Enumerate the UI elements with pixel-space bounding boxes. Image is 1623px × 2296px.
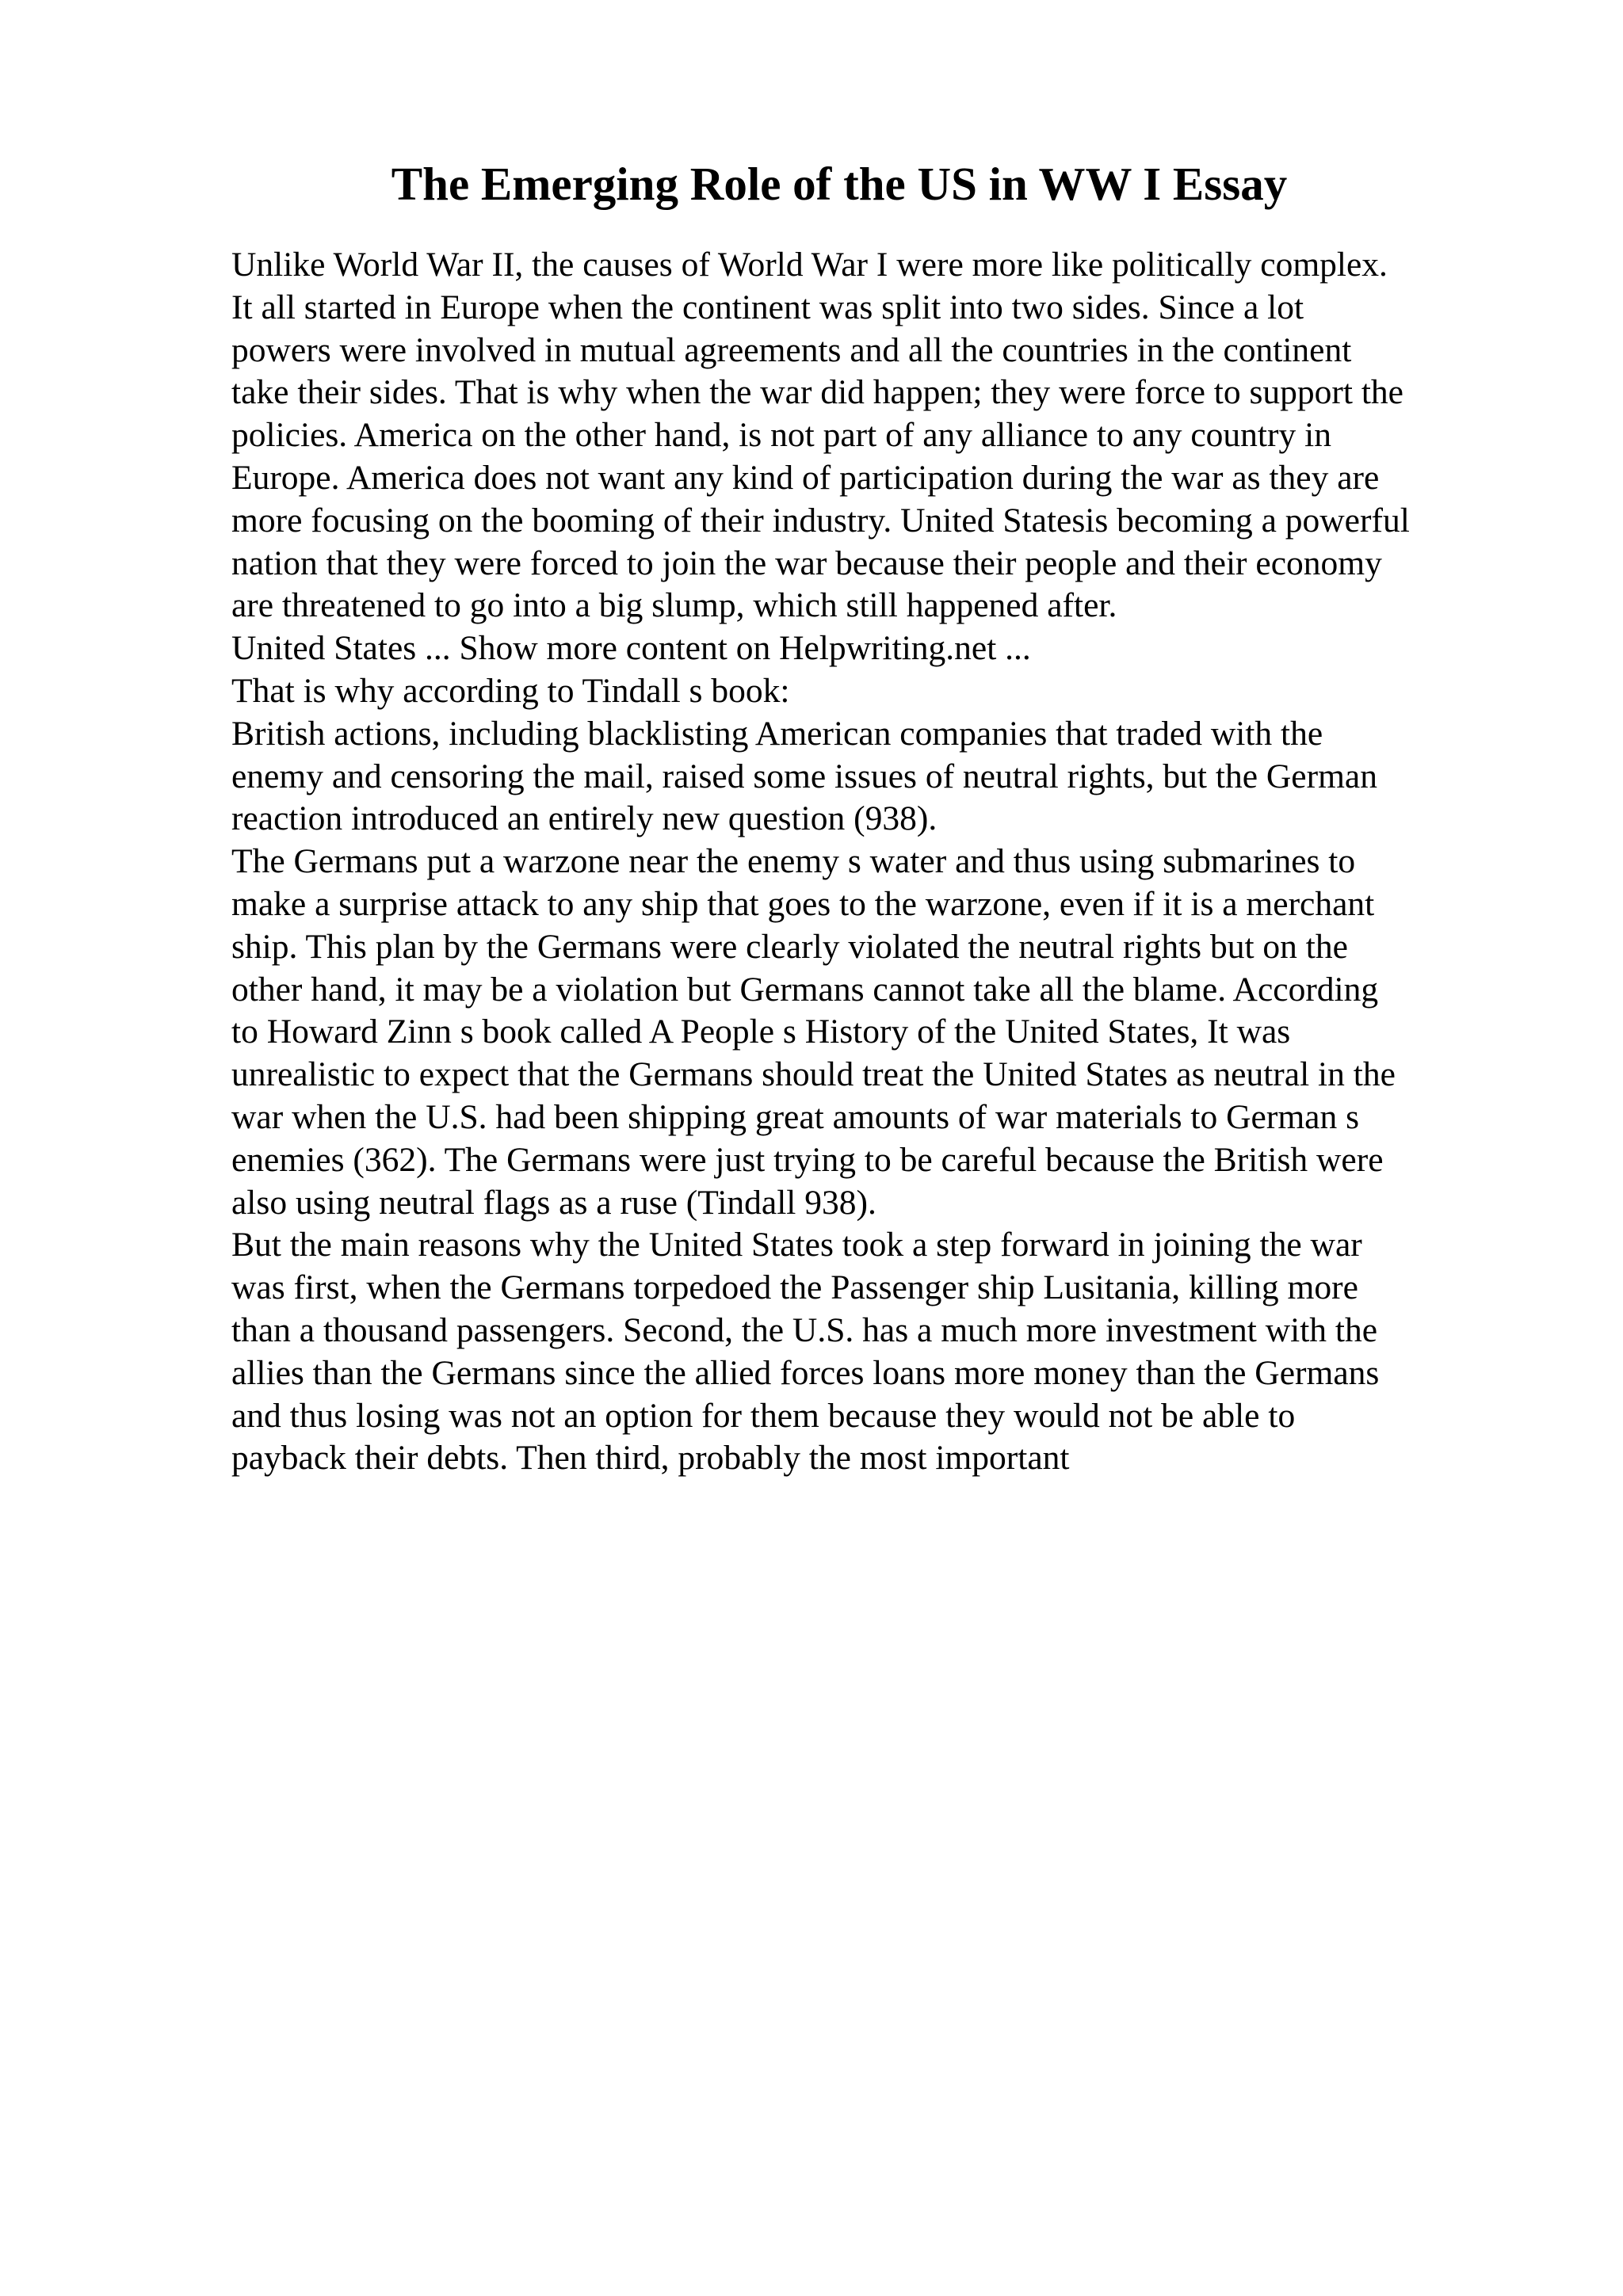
text-line: policies. America on the other hand, is not part of any alliance to any country in <box>231 416 1331 455</box>
text-line: other hand, it may be a violation but Germans cannot take all the blame. According <box>231 970 1379 1009</box>
text-line: reaction introduced an entirely new question (938). <box>231 799 938 838</box>
text-line: enemies (362). The Germans were just trying to be careful because the British were <box>231 1140 1384 1179</box>
text-line: more focusing on the booming of their industry. United Statesis becoming a powerful <box>231 501 1410 540</box>
text-line: take their sides. That is why when the war did happen; they were force to support the <box>231 373 1403 412</box>
document-title: The Emerging Role of the US in WW I Essay <box>391 158 1288 210</box>
text-line: enemy and censoring the mail, raised some issues of neutral rights, but the German <box>231 757 1377 795</box>
text-line: United States ... Show more content on Helpwriting.net ... <box>231 629 1031 668</box>
text-line: war when the U.S. had been shipping great amounts of war materials to German s <box>231 1097 1360 1136</box>
text-line: payback their debts. Then third, probably the most important <box>231 1439 1070 1478</box>
text-line: are threatened to go into a big slump, which still happened after. <box>231 586 1117 625</box>
text-line: Unlike World War II, the causes of World War I were more like politically complex. <box>231 246 1388 284</box>
text-line: allies than the Germans since the allied forces loans more money than the Germans <box>231 1353 1380 1392</box>
text-line: ship. This plan by the Germans were clearly violated the neutral rights but on the <box>231 927 1348 966</box>
text-line: nation that they were forced to join the war because their people and their economy <box>231 543 1382 582</box>
text-line: was first, when the Germans torpedoed the Passenger ship Lusitania, killing more <box>231 1268 1358 1307</box>
text-line: unrealistic to expect that the Germans should treat the United States as neutral in the <box>231 1055 1396 1094</box>
text-line: British actions, including blacklisting American companies that traded with the <box>231 714 1323 753</box>
text-line: But the main reasons why the United States took a step forward in joining the war <box>231 1226 1362 1264</box>
document-body <box>231 244 1515 1480</box>
text-line: also using neutral flags as a ruse (Tindall 938). <box>231 1183 876 1222</box>
text-line: make a surprise attack to any ship that goes to the warzone, even if it is a merchant <box>231 884 1375 923</box>
text-line: That is why according to Tindall s book: <box>231 671 790 710</box>
text-line: than a thousand passengers. Second, the U.S. has a much more investment with the <box>231 1310 1378 1349</box>
text-line: Europe. America does not want any kind of participation during the war as they are <box>231 458 1380 497</box>
text-line: and thus losing was not an option for them because they would not be able to <box>231 1396 1296 1435</box>
text-line: The Germans put a warzone near the enemy s water and thus using submarines to <box>231 842 1356 881</box>
text-line: powers were involved in mutual agreements and all the countries in the continent <box>231 330 1352 369</box>
text-line: It all started in Europe when the continent was split into two sides. Since a lot <box>231 288 1304 326</box>
text-line: to Howard Zinn s book called A People s History of the United States, It was <box>231 1013 1291 1051</box>
